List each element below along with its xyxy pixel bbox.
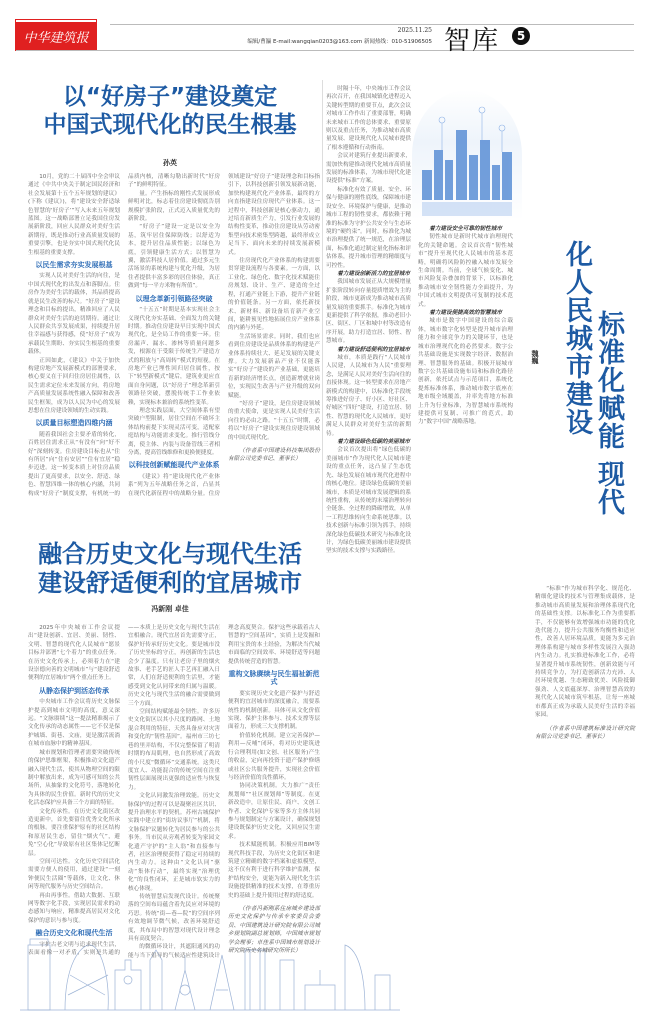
paragraph: 住房现代化产业体系的构建需要贯穿建设流程与各要素。一方面，以工业化、绿色化、数字化技术赋能住房规划、设计、生产、建造的全过程，打通产业链上下游，提升产业链的价值链条。另一方面，依托新技术、新材料、新设备培育新产业空间，能耕预见性地拓展住房产业体系的内涵与外延。 bbox=[228, 258, 320, 332]
subheading: 以科技创新赋能现代产业体系 bbox=[128, 461, 220, 470]
paragraph: “标准”作为城市科学化、规范化、精细化建设的技术与管理集成载体，是推动城市高质量发展和治理体系现代化的基础性支撑。以标准化工作为重要抓手，不仅能够有效增强城市功能的优化迭代能力，提升公共服务均衡性和适应性，改善人居环境品质，更能为多元治理体系构建与城市多样性发展注入强劲内生动力。扎实推进标准化工作，必将显著提升城市系统韧性，创新效能与可持续竞争力，为打造创新活力充沛、人居环境优越、生态精致优美、风险抵御强劲、人文底蕴深厚、治理智慧高效的现代化人民城市筑牢根基，让每一座城市都真正成为承载人民美好生活的幸福家园。 bbox=[535, 586, 635, 719]
subheading: 重构文脉赓续与民生福祉新范式 bbox=[228, 670, 320, 687]
author-note: （作者系中国建设科技集团股份有限公司党委书记、董事长） bbox=[228, 448, 320, 463]
article1-body bbox=[28, 173, 320, 533]
author-note: （作者系中国建筑标准设计研究院有限公司党委书记、董事长） bbox=[535, 725, 635, 740]
paragraph: 的微循环设计，其遮阳通风的功能与当下倡导的气候适应性建筑设计理念高度契合。保护这些承载着古人智慧的“空间基因”，实质上是发掘和利用宝贵的本土经验，为解决当代城市面临的空间效率、环境舒适等问题提供传统营造的智慧。 bbox=[128, 625, 320, 959]
city-skyline-illustration bbox=[412, 90, 522, 220]
paragraph: 随着我国社会主要矛盾的转化，百姓居住需求正从“有没有”向“好不好”深刻转变。住房建设目标也从“住有所居”向“住有安居”“住有宜居”稳步迈进。这一转变本质上对住房品质提出了更高要求，以安全、舒适、绿色、智慧四维一体的核心内涵，共同构成“好房子”制度支撑，有机统一的品质内核，清晰勾勒出新时代“好房子”的鲜明特征。 bbox=[28, 174, 220, 497]
paragraph: 守护古老文明与追求现代生活，表面看像一对矛盾，实则是共通的——本质上是历史文化与现代生活在宜相融合。现代宜居首先需要守正，保护好传承好历史文化。要是城市没了历史坐标的守正，再创新的生活也会少了温度。只有让老房子里的烟火故事、老手艺的匠人手艺再汇融入日常，人们在舒适便利的生活里，才能感受到文化认同带来的归属与温暖。历史文化与现代生活的融合需要做到三个方面。 bbox=[28, 625, 220, 957]
article1-byline: 孙英 bbox=[163, 159, 177, 167]
paragraph: 文化认同激发治理效能。历史文脉保护的过程可以是凝聚社区共识、提升治理水平的契机。苏州古城保护实践中建立的“街坊议事厅”机制，将文脉保护议题转化为居民参与的公共事务。当市民从旁观者转变为家园文化遗产守护的“主人翁”和直接参与者，社区治理便获得了稳定可持续的内生动力。这种由“文化认同”驱动“集体行动”，最终实现“治理优化”的良性闭环，正是城市软实力的核心体现。 bbox=[128, 793, 220, 892]
headline-line: 以“好房子”建设奠定 bbox=[62, 84, 278, 110]
headline-line: 现代化人民城市建设 bbox=[561, 240, 624, 517]
article2-headline bbox=[560, 240, 624, 540]
article3-headline bbox=[20, 540, 320, 598]
article2-byline: 魏巍 bbox=[531, 350, 539, 364]
subheading: 以质量目标塑造四维内涵 bbox=[35, 419, 113, 428]
paragraph: 空间结构赋能最全韧性。许多历史文化街区以其小尺度的路网、土地混合利用的特征，天然具备应对灾害和变化的“韧性基因”。福州市三坊七巷的里弄结构，不仅完整保留了明清时期的布局肌理，也自然形成了高效的小尺度“微循环”交通系统。这类尺度宜人、功能混合的传统空间在注重韧性层面展现出更强的适应性与恢复力。 bbox=[128, 709, 220, 791]
logo-text: 中华建筑报 bbox=[23, 30, 89, 46]
paragraph: “好房子”建设一定是以安全为基，筑牢居住保障防线；以舒适为本，提升居住品质性能；以绿色为底，引领健康生活方式；以智慧为翼，激活科技人居价值。通过多元生活场景的系统构建与优化升级，为居住者提供丰富多彩的居住体验，真正做到“每一平方米物有所值”。 bbox=[128, 224, 220, 290]
paragraph: 中央城市工作会议将历史文脉保护提高到城市文明的高度，意义深远。“文脉赓续”这一提法精准揭示了文化传承的动态属性——它不仅是保护城墙、街巷、文庙，更是激活流淌在城市血脉中的精神基因。 bbox=[28, 699, 120, 748]
subheading: 以理念革新引领路径突破 bbox=[135, 294, 213, 303]
article1-headline bbox=[20, 84, 320, 139]
subheading: 融合历史文化和现代生活 bbox=[35, 929, 113, 938]
subheading: 着力建设绿色低碳的美丽城市 bbox=[337, 439, 410, 446]
paragraph: 10月，党的二十届四中全会审议通过《中共中央关于制定国民经济和社会发展第十五个五年规划的建议》(下称《建议》)，将“建设安全舒适绿色智慧的‘好房子’”写入未来五年规划蓝图。这一战略部署立足我国住房发展新阶段，回应人民群众对美好生活新期待，既是推动行业高质量发展的重要引擎，也是夯实中国式现代化民生根基的重要支撑。 bbox=[28, 174, 120, 256]
header-rule-top bbox=[110, 24, 634, 25]
paragraph: 技术赋能机制。积极应用BIM等现代科技手段，为历史文化街区和建筑建立精确的数字档案和虚拟模型，这不仅有利于进行科学维护监测，保护结构安全，更能为新入现代化生活设施提供精准的技术支撑，在尊重历史的基础上提升使用过程的舒适度。 bbox=[228, 842, 320, 899]
paragraph: 协同决策机制。大力推广“责任规划师”“社区规划师”等制度。在更新改造中，让原住民、商户、文创工作者、文化保护专家等多方主体共同参与规划制定与方案设计，确保规划建设既保护历史文化，又回应民生需求。 bbox=[228, 783, 320, 840]
skyline-icon bbox=[412, 90, 522, 220]
paragraph: 量。产生指标的刚性式发展形成鲜明对比，标志着住房建设彻底告别规模扩张阶段，正式迈入质量优先的新阶段。 bbox=[128, 190, 220, 223]
subheading: 着力建设安全可靠的韧性城市 bbox=[429, 226, 502, 232]
paragraph: 我国城市发展正从大规模增量扩张阶段转向存量提质增效为主的阶段，城市更新成为推动城市高质量发展的重要抓手。标准化为城市更新提供了科学依据，推动老旧小区、街区、厂区和城中村等改造有序开展，助力打造宜居、韧性、智慧城市。 bbox=[326, 279, 411, 345]
subheading: 从静态保护到活态传承 bbox=[39, 686, 109, 695]
subheading: 着力建设便捷高效的智慧城市 bbox=[429, 310, 502, 317]
paragraph: 城市规划和管理者需要突破传统的保护思维框架，积极推动文化遗产融入现代生活，使其从物理空间的限制中解放出来，成为可感可知的公共场所，从抽象的文化符号，落地转化为具体的民生价值。新时代的历史文化活态保护应具备三个方面的特征。 bbox=[28, 749, 120, 807]
paragraph: “十五五”时期是基本实现社会主义现代化夯实基础、全面发力的关键时期。推动住房建设早日实现中国式现代化，是全局工作的重要一环。住房漏声、漏水、渗林等质量问题多发，根源在于受限于传统生产建造方式的粗放与“高周转”模式的短视。在房地产业已埋性回归居住属性，按下“转型新模式”键后，建筑业更应直面自身问题，以“好房子”理念革新引领路径突破，摆脱传统手工作业依赖，实现标本兼治的系统性变革。 bbox=[128, 307, 220, 406]
paragraph: “好房子”建设，是住房建设领域的重大使命，更是实现人民美好生活向往的必由之路。“十五五”时期，必将以“好房子”建设实现住房建设领域的中国式现代化。 bbox=[228, 400, 320, 441]
paragraph: 要实现历史文化遗产保护与舒适便利的宜居城市的深度融合，需要系统性的机制创新。具体可从文化价值实现、保护主体参与、技术支撑等层面着力，形成三大支撑机制。 bbox=[228, 690, 320, 731]
subheading: 着力建设创新活力的宜居城市 bbox=[337, 270, 410, 277]
headline-line: 建设舒适便利的宜居城市 bbox=[38, 568, 302, 597]
paragraph: 会议对建筑行业提出新要求，需加快构建推动现代化城市高质量发展的标准体系，为城市现代化建设提供“标准”方案。 bbox=[326, 153, 411, 185]
paragraph: 空间可达性。文化历史空间活化需要方便人的使用，通过建设“一刻钟便民生活圈”等载体，让文化、休闲等现代服务与历史空间结合。 bbox=[28, 858, 120, 891]
editor-contact: 编辑/曹瀛 E-mail:wangqian0203@163.com 新闻热线：010-51906505 bbox=[247, 39, 432, 45]
paragraph: 韧性城市是新时代城市治理现代化的关键命题。会议首次将“韧性城市”提升至现代化人民城市的基本范畴，明确将风险防控融入城市发展全生命周期。当前，全球气候变化、城市风险复杂叠加的背景下，以标准化推动城市安全韧性能力全面提升，为中国式城市文明提供可复制的技术范式。 bbox=[418, 234, 513, 308]
paragraph: 实现人民对美好生活的向往，是中国式现代化的出发点和落脚点。住房作为美好生活的载体，其品质提高就是民生改善的标尺。“好房子”建设理念和目标的提出，精准回应了人民群众对美好生活的迫切期待。通过让人民群众共享发展成果，持续提升居住幸福感与获得感，使“好房子”成为承载民生期盼、夯实民生根基的重要载体。 bbox=[28, 273, 120, 356]
paragraph: 《建议》将“建设现代化产业体系”列为五年战略任务之首，凸显其在现代化新征程中的战略分量。住房领域建设“好房子”建设理念和目标指引下，以科技创新引领发展新动能，加快构建现代化产业体系，最终的方向直指建设住房现代产业体系。这一过程中，科技创新是核心驱动力，通过培育新质生产力，引发行业发展的结构性变革，推动住房建设从劳动密集型向技术密集型跨越，最终形成立足当下、面向未来的持续发展新模式。 bbox=[128, 174, 320, 497]
paragraph: 会议首次提出将“绿色低碳的美丽城市”作为现代化人民城市建设的重点任务，这凸显了生态优先、绿色发展在城市现代化进程中的核心地位。建设绿色低碳的美丽城市，本质是对城市发展逻辑的系统性重构，从传统的末端治理转向全链条、全过程的降碳增效，从单一工程思维转向生命系统思维。以技术创新与标准引领为抓手，持续深化绿色低碳技术研究与标准化设计，为绿色低碳美丽城市建设提供坚实的技术支撑与实践路径。 bbox=[326, 447, 411, 555]
paragraph: 再由再事性。借助大数据、互联网等数字化手段，实现居民需求的动态感知与响应，精准提高居民对文化保护的意识与参与度。 bbox=[28, 892, 120, 924]
paragraph: 生活场景需求。同时，我们也应看到住房建设是品质体系的构建是产业体系持续壮大、延足发展的关键支撑。大力发展新品产业不仅能落实“好房子”建设的产业基础，更能培育新的经济增长点，创造新增就业岗位，实现民生改善与产业升级的双向赋能。 bbox=[228, 333, 320, 399]
paragraph: 传统智慧启发现代设计。传统聚落的空间布局蕴含着先民应对环境的巧思。传统“街—巷—院”的空间序列有效地调节微气候，改善环境舒适度，其布局中的智慧对现代设计理念具有高度契合。 bbox=[128, 894, 220, 943]
headline-line: 中国式现代化的民生根基 bbox=[43, 111, 297, 138]
issue-date: 2025.11.25 bbox=[397, 27, 432, 34]
page-number: 5 bbox=[512, 27, 530, 45]
article3-body bbox=[28, 624, 320, 1016]
paragraph: 2025年中央城市工作会议提出“建设创新、宜居、美丽、韧性、文明、智慧的现代化人民城市”愿景目标并部署“七个着力”的重点任务。在历史文化传承上，必须着力在“建设崇德向善的文明城市”与“建设舒适便利的宜居城市”两个重点任务上。 bbox=[28, 625, 120, 682]
paragraph: 理念实践层面，大空间体系有望突破户型限制，居住空间在不破坏主体结构前提下实现灵活可变，适配家庭结构与功能需求变化。推行管线分离，使主体、内装与设备管线三者相分离，提高管线维修和更换便捷度。 bbox=[128, 407, 220, 456]
paragraph: 城市，本质是践行“人民城市人民建，人民城市为人民”重要理念，是满足人民对美好生活向往的直接体现。这一转型要求在房地产新模式的构建中，以标准化手段统筹推进好房子、好小区、好社区、好城区“四好”建设，打造宜居、韧性、智慧的现代化人民城市，更好满足人民群众对美好生活的新期待。 bbox=[326, 355, 411, 437]
headline-line: 融合历史文化与现代生活 bbox=[38, 540, 302, 568]
paragraph: 文化传承性。在历史文化街区改造更新中，首先要留住优秀文化所承的根脉。要注重保护原有的社区结构和原居民生态，留住“烟火气”，避免“空心化”导致原有社区集体记忆断层。 bbox=[28, 808, 120, 857]
paragraph: 城市是数字中国建设的综合载体，城市数字化转型是提升城市治理能力和全球竞争力的关键环节，也是城市治理现代化的必然要求。数字公共基础设施是实现数字经济、数据治理、智慧服务的基础。积极开展城市数字公共基础设施布局和标准化路径创新，依托试点与示范项目，系统化提炼标准体系，推动城市数字底座在地市级全域覆盖，并率先将地方标准上升为行业标准，为智慧城市系统构建提供可复制、可推广的范式，助力“数字中国”战略落地。 bbox=[418, 318, 513, 426]
column-divider bbox=[322, 80, 323, 520]
paragraph: 正因如此，《建议》中关于加快构建房地产发展新模式的部署要求，核心要义在于回归住房居住属性，以民生需求定位未来发展方向，将房地产高质量发展系统性融入保障和改善民生框架，成为以人民为中心的发展思想在住房建设领域的生动实践。 bbox=[28, 357, 120, 414]
article3-byline: 冯新刚 卓佳 bbox=[151, 605, 189, 613]
paragraph: 时隔十年，中央城市工作会议再次召开，在我国城镇化进程迈入关键转型期的重要节点，此次会议对城市工作作出了重要部署，明确未来城市工作的总体要求、重要原则以及重点任务，为推动城市高质量发展、建设现代化人民城市提供了根本遵循和行动指南。 bbox=[326, 86, 411, 151]
header-rule-bottom bbox=[16, 50, 634, 51]
paragraph: 价值转化机制。建立完善保护—利用—反哺”闭环，将对历史建筑进行合理利用(如文创、社区服务)产生的收益，定向再投资于遗产保护修缮或社区公共服务提升，实现社会价值与经济价值的良性循环。 bbox=[228, 732, 320, 781]
article2-column-1 bbox=[326, 85, 411, 1000]
subheading: 着力建设舒适便利的宜居城市 bbox=[337, 346, 410, 353]
article2-column-3 bbox=[535, 585, 635, 1000]
paragraph: 标准化有效了质量、安全、环保与健康的刚性底线，保障城市建设安全、环境保护与健康，是推动城市工程的韧性要求，都依赖于精准的标准为守护公共安全与生态环境的“硬约束”。同时，标准化为城市治理提供了统一规范，在治理层面，标准化通过制定量化指标和评估体系，提升城市管理的精细度与可控性。 bbox=[326, 186, 411, 269]
newspaper-logo bbox=[16, 20, 96, 50]
subheading: 以民生需求夯实发展根基 bbox=[35, 261, 113, 270]
headline-line: 标准化赋能 bbox=[593, 310, 624, 450]
article2-column-2 bbox=[418, 225, 513, 1000]
author-note: （作者冯新刚系住房城乡建设部历史文化保护与传承专家委员会委员、中国建筑设计研究院有限公司城乡规划院副总规划师，中国城市规划学会理事；卓佳系中国城市规划设计研究院历史名城研究所所长） bbox=[228, 906, 320, 955]
section-name: 智库 bbox=[444, 26, 501, 56]
